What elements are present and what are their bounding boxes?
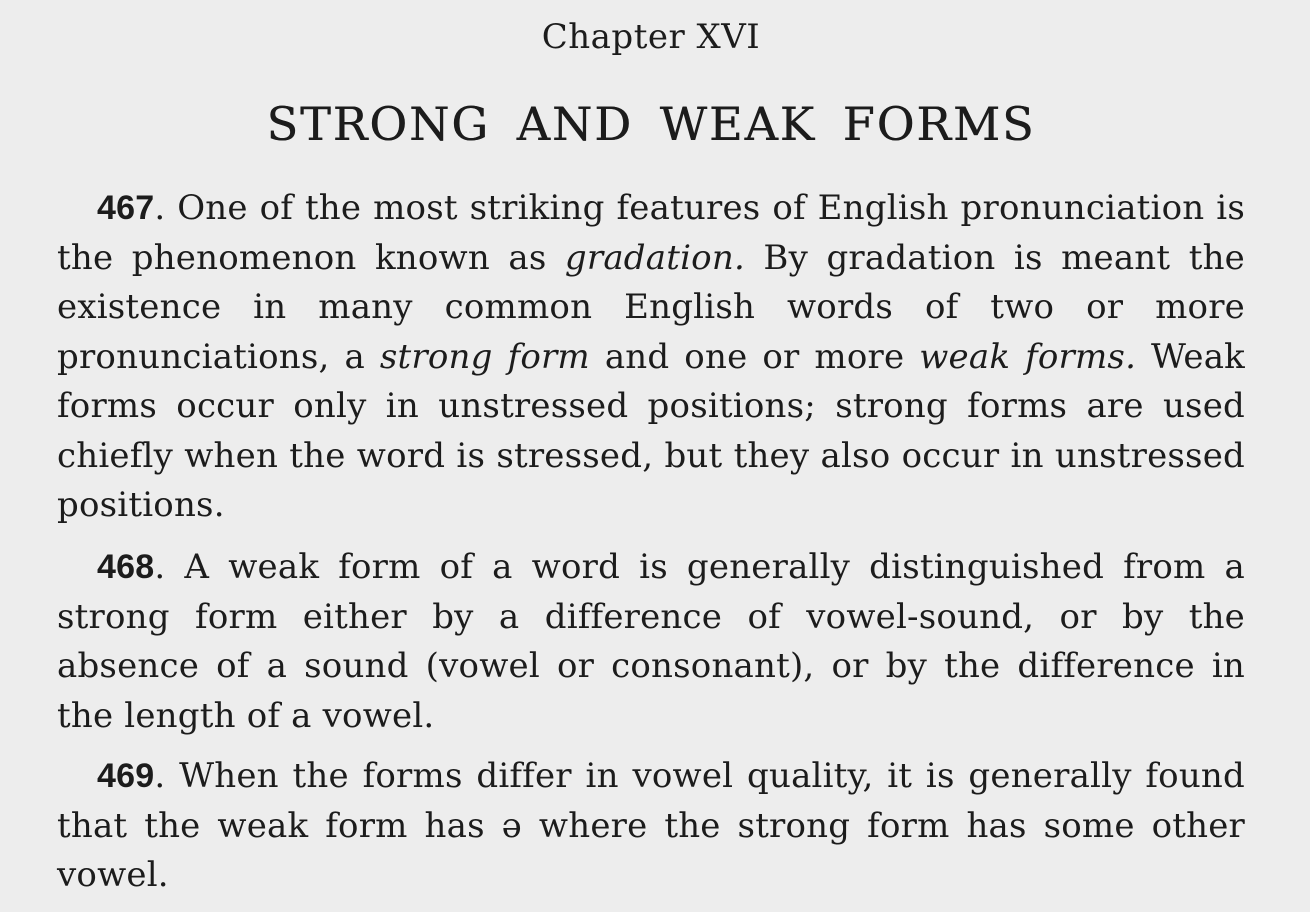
paragraph-469 (57, 752, 1245, 901)
paragraph-467 (57, 184, 1245, 531)
italic-term-weak-forms: weak forms. (919, 336, 1137, 377)
italic-term-strong-form: strong form (379, 336, 590, 377)
paragraph-468 (57, 543, 1245, 741)
paragraph-text: and one or more (589, 336, 920, 377)
paragraph-number: 467 (97, 189, 155, 227)
paragraph-number: 469 (97, 757, 155, 795)
paragraph-text: By gradation is meant the existence in many common English words of two or more pronunciations, a (57, 237, 1245, 377)
paragraph-text: . One of the most striking features of English pronunciation is the phenomenon known as (57, 188, 1245, 278)
chapter-title: STRONG AND WEAK FORMS (266, 97, 1036, 151)
paragraph-text: . When the forms differ in vowel quality, it is generally found that the weak form has ə where the strong form has some other vowel. (57, 756, 1245, 895)
paragraph-text: Weak forms occur only in unstressed positions; strong forms are used chiefly when the word is stressed, but they also occur in unstressed positions. (57, 336, 1245, 525)
paragraph-text: . A weak form of a word is generally distinguished from a strong form either by a difference of vowel-sound, or by the absence of a sound (vowel or consonant), or by the difference in the length of a vowel. (57, 547, 1245, 736)
chapter-heading: Chapter XVI (541, 17, 761, 57)
italic-term-gradation: gradation. (564, 237, 745, 278)
paragraph-number: 468 (97, 548, 155, 586)
